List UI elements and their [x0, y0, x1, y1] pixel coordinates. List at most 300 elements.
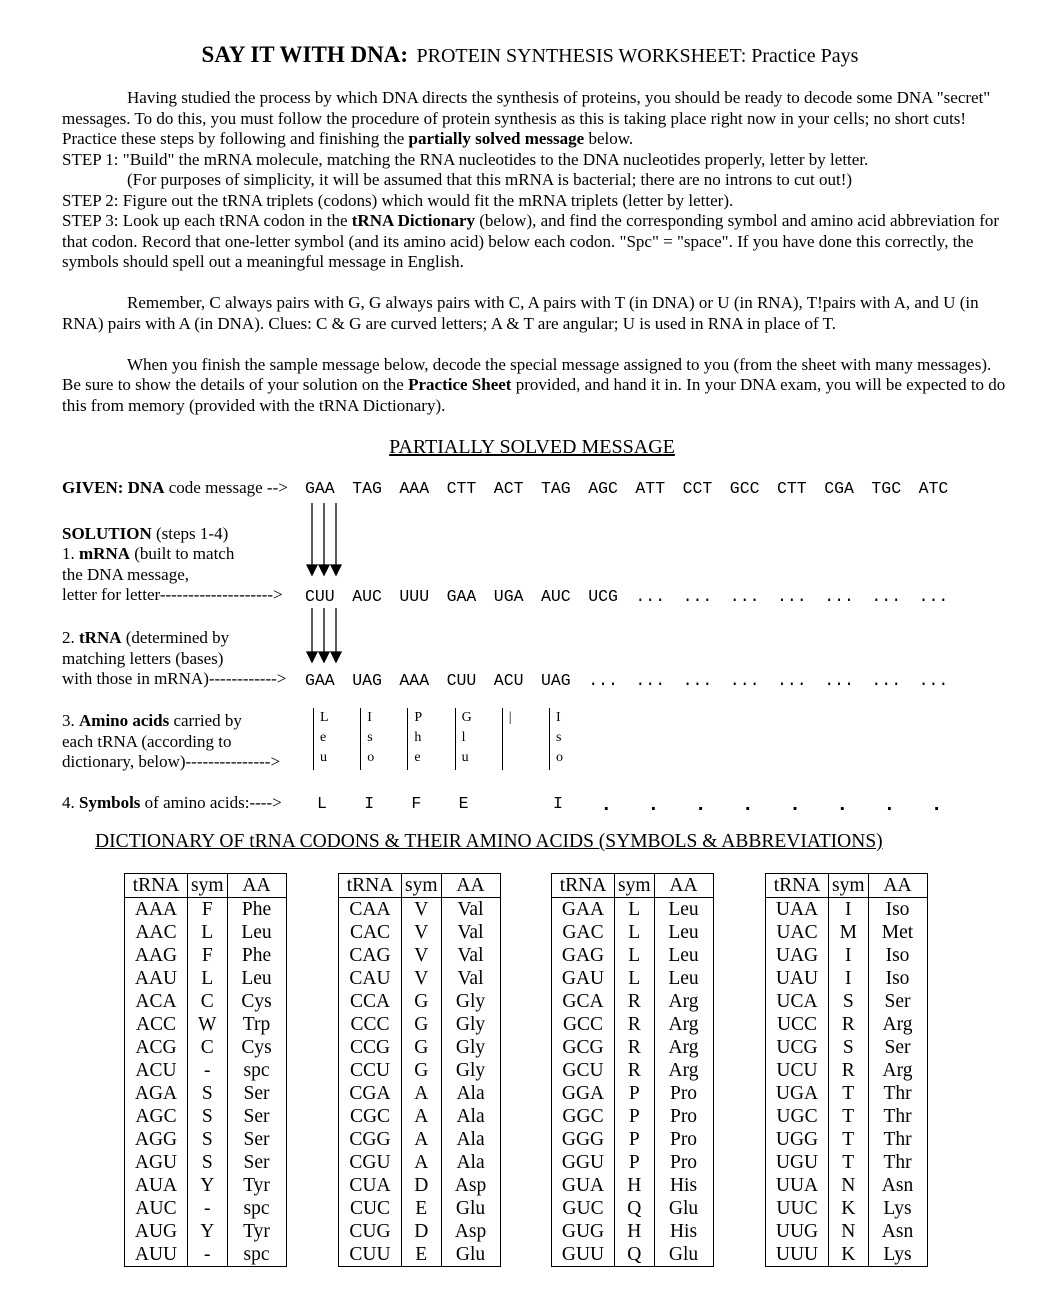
table-cell: AUG — [125, 1220, 188, 1243]
table-cell: L — [615, 898, 655, 922]
amino-acid-letter: h — [414, 730, 422, 745]
table-cell: UGU — [766, 1151, 829, 1174]
amino-acid-letter: o — [556, 750, 563, 765]
table-cell: AUC — [125, 1197, 188, 1220]
table-cell: Lys — [868, 1243, 927, 1267]
table-row — [125, 1220, 287, 1243]
codon: AGC — [588, 479, 618, 498]
dictionary-table — [765, 873, 928, 1267]
table-row — [552, 1082, 714, 1105]
column-header: sym — [615, 874, 655, 898]
amino-acid-letter: I — [556, 710, 561, 725]
table-cell: R — [615, 1013, 655, 1036]
amino-acid-letter: L — [320, 710, 329, 725]
table-cell: Y — [188, 1220, 228, 1243]
table-cell: Arg — [654, 1059, 713, 1082]
amino-acid-letter: e — [320, 730, 327, 745]
table-cell: Leu — [227, 967, 286, 990]
table-cell: R — [829, 1059, 869, 1082]
table-cell: L — [615, 967, 655, 990]
placeholder-dots: ... — [871, 587, 902, 606]
table-cell: Pro — [654, 1128, 713, 1151]
column-header: AA — [441, 874, 500, 898]
table-cell: Pro — [654, 1151, 713, 1174]
amino-acid-letter: l — [461, 730, 466, 745]
table-cell: S — [188, 1082, 228, 1105]
table-cell: AGC — [125, 1105, 188, 1128]
table-cell: GUA — [552, 1174, 615, 1197]
codon: TAG — [352, 479, 382, 498]
codon: UAG — [352, 671, 382, 690]
table-cell: N — [829, 1174, 869, 1197]
codon: UCG — [588, 587, 618, 606]
amino-acid-column — [502, 708, 512, 770]
table-cell: Lys — [868, 1197, 927, 1220]
table-row — [125, 990, 287, 1013]
table-cell: UUG — [766, 1220, 829, 1243]
table-cell: spc — [227, 1059, 286, 1082]
table-cell: Asn — [868, 1220, 927, 1243]
placeholder-dots: ... — [729, 671, 760, 690]
codon: UAG — [541, 671, 571, 690]
table-cell: Gly — [441, 1013, 500, 1036]
table-row — [125, 921, 287, 944]
table-cell: AAU — [125, 967, 188, 990]
codon: CUU — [305, 587, 335, 606]
table-cell: Ser — [227, 1151, 286, 1174]
placeholder-dot: . — [930, 794, 943, 817]
table-cell: Val — [441, 967, 500, 990]
placeholder-dots: ... — [682, 671, 713, 690]
table-cell: R — [615, 990, 655, 1013]
table-row — [339, 1082, 501, 1105]
dictionary-title: DICTIONARY OF tRNA CODONS & THEIR AMINO ACIDS (SYMBOLS & ABBREVIATIONS) — [95, 831, 883, 852]
table-row — [339, 921, 501, 944]
table-cell: AAA — [125, 898, 188, 922]
codon: TGC — [871, 479, 902, 498]
table-row — [552, 944, 714, 967]
table-row — [339, 898, 501, 922]
table-row — [552, 1220, 714, 1243]
table-row — [766, 1036, 928, 1059]
table-cell: GAU — [552, 967, 615, 990]
table-row — [339, 967, 501, 990]
table-cell: A — [402, 1082, 442, 1105]
codon: AAA — [399, 479, 430, 498]
table-cell: D — [402, 1174, 442, 1197]
table-cell: Arg — [868, 1059, 927, 1082]
placeholder-dots: ... — [729, 587, 760, 606]
placeholder-dots: ... — [824, 671, 854, 690]
title-rest: PROTEIN SYNTHESIS WORKSHEET: Practice Pays — [416, 45, 859, 67]
table-cell: AGG — [125, 1128, 188, 1151]
table-cell: R — [615, 1036, 655, 1059]
dictionary-table — [551, 873, 714, 1267]
table-cell: Glu — [441, 1243, 500, 1267]
step1-note: (For purposes of simplicity, it will be assumed that this mRNA is bacterial; there are no introns to cut out!) — [127, 170, 853, 189]
table-cell: E — [402, 1197, 442, 1220]
table-cell: Asn — [868, 1174, 927, 1197]
table-cell: GCG — [552, 1036, 615, 1059]
table-cell: R — [615, 1059, 655, 1082]
table-cell: spc — [227, 1197, 286, 1220]
table-row — [766, 1013, 928, 1036]
table-cell: Ala — [441, 1082, 500, 1105]
table-cell: Thr — [868, 1105, 927, 1128]
table-cell: UUA — [766, 1174, 829, 1197]
table-row — [766, 944, 928, 967]
table-cell: Tyr — [227, 1174, 286, 1197]
table-cell: UGC — [766, 1105, 829, 1128]
table-row — [552, 921, 714, 944]
codon: ATC — [918, 479, 949, 498]
table-cell: S — [188, 1151, 228, 1174]
table-row — [552, 1036, 714, 1059]
placeholder-dot: . — [741, 794, 754, 817]
table-cell: GGA — [552, 1082, 615, 1105]
column-header: AA — [868, 874, 927, 898]
table-cell: H — [615, 1174, 655, 1197]
table-cell: G — [402, 990, 442, 1013]
codon: GAA — [305, 671, 335, 690]
placeholder-dots: ... — [918, 587, 949, 606]
table-cell: GGG — [552, 1128, 615, 1151]
table-cell: CCC — [339, 1013, 402, 1036]
codon: GAA — [446, 587, 477, 606]
table-cell: CCA — [339, 990, 402, 1013]
table-cell: I — [829, 967, 869, 990]
table-row — [766, 1174, 928, 1197]
amino-acid-column — [313, 708, 329, 770]
table-cell: Gly — [441, 1036, 500, 1059]
table-row — [125, 1174, 287, 1197]
amino-acid-letter: u — [320, 750, 327, 765]
table-row — [766, 1059, 928, 1082]
trna-label: 2. tRNA (determined by matching letters (bases) with those in mRNA)------------> — [62, 628, 287, 688]
placeholder-dot: . — [600, 794, 613, 817]
section-title: PARTIALLY SOLVED MESSAGE — [389, 436, 675, 458]
table-cell: CCG — [339, 1036, 402, 1059]
table-cell: W — [188, 1013, 228, 1036]
table-cell: GUC — [552, 1197, 615, 1220]
table-cell: His — [654, 1174, 713, 1197]
table-cell: C — [188, 1036, 228, 1059]
table-row — [125, 1013, 287, 1036]
table-cell: V — [402, 944, 442, 967]
table-cell: F — [188, 898, 228, 922]
amino-acid-letter: s — [556, 730, 562, 745]
table-row — [125, 1082, 287, 1105]
table-row — [552, 967, 714, 990]
table-cell: UUC — [766, 1197, 829, 1220]
table-cell: ACG — [125, 1036, 188, 1059]
table-cell: Arg — [654, 1036, 713, 1059]
table-cell: CUU — [339, 1243, 402, 1267]
table-cell: CAG — [339, 944, 402, 967]
table-cell: Phe — [227, 898, 286, 922]
amino-acid-column — [360, 708, 375, 770]
table-row — [766, 1197, 928, 1220]
table-row — [125, 1059, 287, 1082]
table-cell: Glu — [654, 1243, 713, 1267]
amino-acid-label: 3. Amino acids carried by each tRNA (according to dictionary, below)---------------> — [62, 711, 281, 771]
table-cell: Asp — [441, 1174, 500, 1197]
table-row — [766, 1082, 928, 1105]
placeholder-dot: . — [647, 794, 660, 817]
table-cell: Ser — [227, 1105, 286, 1128]
table-cell: Asp — [441, 1220, 500, 1243]
down-arrows-1 — [304, 503, 344, 577]
table-cell: - — [188, 1059, 228, 1082]
table-row — [125, 1151, 287, 1174]
placeholder-dots: ... — [871, 671, 902, 690]
table-cell: Leu — [227, 921, 286, 944]
table-row — [552, 1243, 714, 1267]
table-cell: G — [402, 1059, 442, 1082]
table-cell: Met — [868, 921, 927, 944]
table-cell: Y — [188, 1174, 228, 1197]
table-cell: Ser — [227, 1082, 286, 1105]
table-cell: Ala — [441, 1128, 500, 1151]
placeholder-dot: . — [789, 794, 802, 817]
placeholder-dots: ... — [777, 587, 807, 606]
dictionary-table — [124, 873, 287, 1267]
table-cell: Leu — [654, 898, 713, 922]
table-cell: CAU — [339, 967, 402, 990]
solution-label: SOLUTION (steps 1-4) — [62, 524, 229, 543]
table-cell: UCC — [766, 1013, 829, 1036]
amino-acid-column — [549, 708, 563, 770]
codon: CTT — [446, 479, 477, 498]
table-cell: CGG — [339, 1128, 402, 1151]
column-header: sym — [829, 874, 869, 898]
table-cell: Arg — [654, 990, 713, 1013]
table-cell: Thr — [868, 1128, 927, 1151]
table-row — [766, 990, 928, 1013]
placeholder-dots: ... — [588, 671, 618, 690]
table-cell: ACA — [125, 990, 188, 1013]
table-cell: Leu — [654, 967, 713, 990]
table-cell: GCC — [552, 1013, 615, 1036]
table-cell: Arg — [654, 1013, 713, 1036]
codon: ACT — [493, 479, 524, 498]
table-cell: CAA — [339, 898, 402, 922]
table-cell: Glu — [441, 1197, 500, 1220]
table-row — [339, 1036, 501, 1059]
codon: AAA — [399, 671, 430, 690]
table-cell: Thr — [868, 1151, 927, 1174]
table-row — [766, 967, 928, 990]
table-cell: T — [829, 1082, 869, 1105]
table-cell: P — [615, 1082, 655, 1105]
table-cell: S — [829, 990, 869, 1013]
table-cell: Cys — [227, 990, 286, 1013]
table-row — [125, 944, 287, 967]
amino-acid-letter: u — [461, 750, 469, 765]
table-cell: AAC — [125, 921, 188, 944]
column-header: tRNA — [766, 874, 829, 898]
table-cell: CCU — [339, 1059, 402, 1082]
amino-acid-letter: I — [367, 710, 372, 725]
table-cell: Cys — [227, 1036, 286, 1059]
table-cell: Leu — [654, 921, 713, 944]
placeholder-dots: ... — [635, 587, 666, 606]
codon: ATT — [635, 479, 666, 498]
amino-acid-column — [407, 708, 423, 770]
codon: CCT — [682, 479, 713, 498]
table-cell: Iso — [868, 944, 927, 967]
codon: ACU — [493, 671, 524, 690]
table-row — [552, 1013, 714, 1036]
step2-text: STEP 2: Figure out the tRNA triplets (codons) which would fit the mRNA triplets (letter by letter). — [62, 190, 734, 210]
table-cell: Leu — [654, 944, 713, 967]
table-cell: T — [829, 1128, 869, 1151]
table-cell: UUU — [766, 1243, 829, 1267]
table-cell: L — [188, 967, 228, 990]
codon: AUC — [541, 587, 571, 606]
table-cell: Q — [615, 1243, 655, 1267]
table-row — [339, 990, 501, 1013]
table-cell: Iso — [868, 898, 927, 922]
table-row — [339, 1243, 501, 1267]
table-row — [125, 967, 287, 990]
table-cell: AUU — [125, 1243, 188, 1267]
table-cell: G — [402, 1036, 442, 1059]
table-cell: UGA — [766, 1082, 829, 1105]
amino-acid-symbol: E — [458, 794, 469, 813]
amino-acid-symbol: I — [364, 794, 375, 813]
table-cell: Trp — [227, 1013, 286, 1036]
codon: UGA — [493, 587, 524, 606]
table-cell: F — [188, 944, 228, 967]
table-cell: Ser — [868, 990, 927, 1013]
table-row — [552, 1151, 714, 1174]
table-cell: H — [615, 1220, 655, 1243]
column-header: tRNA — [125, 874, 188, 898]
table-cell: GUG — [552, 1220, 615, 1243]
table-cell: M — [829, 921, 869, 944]
table-cell: Ala — [441, 1151, 500, 1174]
table-row — [552, 1105, 714, 1128]
table-cell: C — [188, 990, 228, 1013]
amino-acid-letter: e — [414, 750, 421, 765]
table-cell: Tyr — [227, 1220, 286, 1243]
table-cell: GAG — [552, 944, 615, 967]
table-cell: - — [188, 1243, 228, 1267]
table-cell: Val — [441, 921, 500, 944]
table-cell: Thr — [868, 1082, 927, 1105]
table-cell: AGA — [125, 1082, 188, 1105]
table-row — [125, 1128, 287, 1151]
table-cell: V — [402, 967, 442, 990]
codon: TAG — [541, 479, 571, 498]
table-row — [339, 1059, 501, 1082]
symbols-label: 4. Symbols of amino acids:----> — [62, 793, 282, 812]
table-cell: GUU — [552, 1243, 615, 1267]
table-cell: CUC — [339, 1197, 402, 1220]
table-cell: GAA — [552, 898, 615, 922]
table-cell: UAU — [766, 967, 829, 990]
table-cell: Gly — [441, 1059, 500, 1082]
table-cell: Iso — [868, 967, 927, 990]
table-cell: CUG — [339, 1220, 402, 1243]
table-cell: His — [654, 1220, 713, 1243]
instructions — [62, 88, 1008, 416]
table-cell: L — [615, 921, 655, 944]
table-row — [339, 1220, 501, 1243]
table-cell: Phe — [227, 944, 286, 967]
table-row — [552, 1197, 714, 1220]
table-cell: S — [829, 1036, 869, 1059]
table-cell: UCA — [766, 990, 829, 1013]
table-cell: A — [402, 1151, 442, 1174]
codon: CUU — [446, 671, 477, 690]
table-cell: Glu — [654, 1197, 713, 1220]
table-row — [125, 1243, 287, 1267]
table-cell: GGC — [552, 1105, 615, 1128]
table-cell: K — [829, 1243, 869, 1267]
finish-instructions: When you finish the sample message below, decode the special message assigned to you (from the sheet with many messages). Be sure to show the details of your solution on the Practice Sheet provided, and hand it in. In your DNA exam, you will be expected to do this from memory (provided with the tRNA Dictionary). — [62, 354, 1006, 415]
table-row — [339, 1013, 501, 1036]
table-cell: AGU — [125, 1151, 188, 1174]
title-bold: SAY IT WITH DNA — [201, 42, 401, 67]
table-cell: Pro — [654, 1105, 713, 1128]
table-row — [125, 898, 287, 922]
table-cell: CGA — [339, 1082, 402, 1105]
page-title: SAY IT WITH DNA: PROTEIN SYNTHESIS WORKSHEET: Practice Pays — [201, 42, 859, 67]
table-row — [552, 898, 714, 922]
amino-acid-symbol: I — [553, 794, 563, 813]
table-row — [339, 1128, 501, 1151]
table-cell: S — [188, 1128, 228, 1151]
table-row — [339, 1197, 501, 1220]
amino-acid-symbol: F — [411, 794, 422, 813]
table-row — [552, 1059, 714, 1082]
table-row — [339, 1151, 501, 1174]
table-cell: CGU — [339, 1151, 402, 1174]
table-cell: UAA — [766, 898, 829, 922]
table-cell: UGG — [766, 1128, 829, 1151]
table-row — [339, 1174, 501, 1197]
table-cell: CGC — [339, 1105, 402, 1128]
amino-acid-letter: G — [461, 710, 472, 725]
column-header: sym — [402, 874, 442, 898]
table-cell: P — [615, 1105, 655, 1128]
table-row — [766, 921, 928, 944]
table-row — [766, 1220, 928, 1243]
column-header: AA — [227, 874, 286, 898]
pairing-rules: Remember, C always pairs with G, G always pairs with C, A pairs with T (in DNA) or U (in RNA), T!pairs with A, and U (in RNA) pairs with A (in DNA). Clues: C & G are curved letters; A & T are angular; U is used in RNA in place of T. — [62, 293, 979, 333]
table-row — [125, 1197, 287, 1220]
codon: UUU — [399, 587, 430, 606]
table-cell: A — [402, 1105, 442, 1128]
table-cell: P — [615, 1128, 655, 1151]
table-row — [766, 1151, 928, 1174]
codon: GAA — [305, 479, 335, 498]
step1-text: STEP 1: "Build" the mRNA molecule, matching the RNA nucleotides to the DNA nucleotides properly, letter by letter. — [62, 149, 869, 169]
table-row — [766, 898, 928, 922]
placeholder-dot: . — [883, 794, 896, 817]
table-cell: V — [402, 921, 442, 944]
table-cell: I — [829, 898, 869, 922]
amino-acid-letter: P — [414, 710, 423, 725]
step3-text: STEP 3: Look up each tRNA codon in the tRNA Dictionary (below), and find the corresponding symbol and amino acid abbreviation for that codon. Record that one-letter symbol (and its amino acid) below each codon. "Spc" = "space". If you have done this correctly, the symbols should spell out a meaningful message in English. — [62, 211, 1000, 271]
placeholder-dots: ... — [682, 587, 713, 606]
codon: CTT — [777, 479, 807, 498]
table-cell: GGU — [552, 1151, 615, 1174]
table-row — [766, 1128, 928, 1151]
table-cell: A — [402, 1128, 442, 1151]
